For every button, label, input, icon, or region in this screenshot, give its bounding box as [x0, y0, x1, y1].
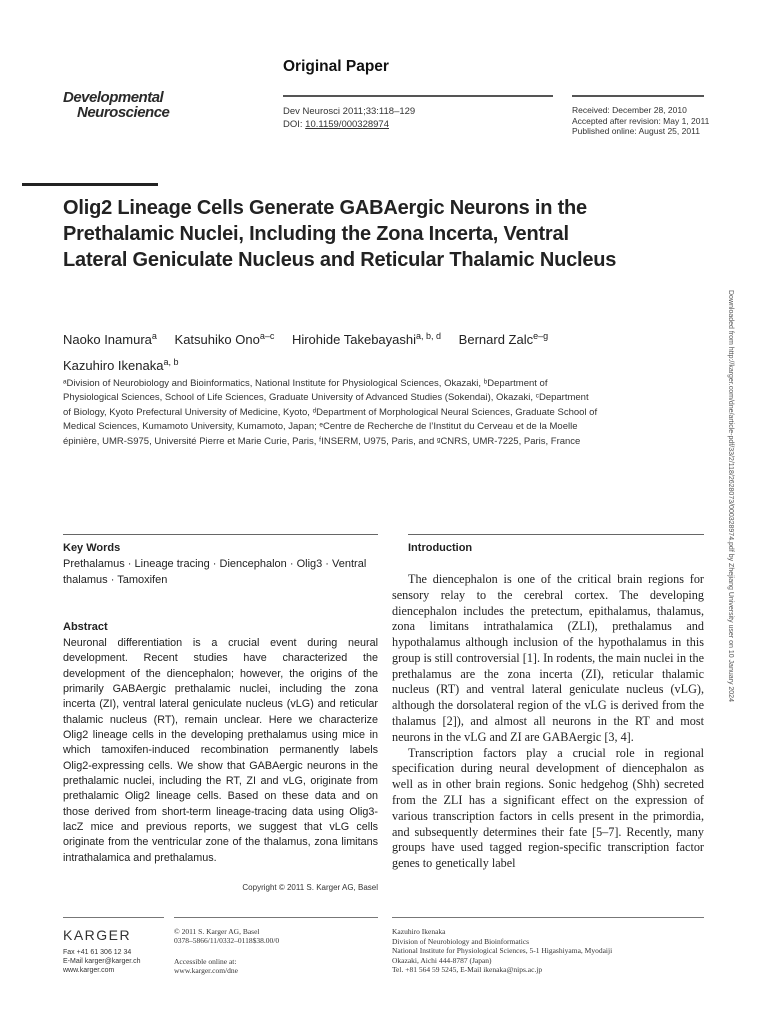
publisher-email[interactable]: E-Mail karger@karger.ch — [63, 958, 141, 965]
publisher-logo: KARGER — [63, 927, 132, 943]
author — [63, 358, 178, 373]
correspondence-line: Division of Neurobiology and Bioinformatics — [392, 936, 530, 946]
author-name: Kazuhiro Ikenaka — [63, 358, 164, 373]
author — [459, 332, 548, 347]
introduction-body — [392, 572, 704, 872]
dates-block — [572, 105, 709, 137]
correspondence-line: National Institute for Physiological Sciences, 5-1 Higashiyama, Myodaiji — [392, 946, 613, 955]
doi-link[interactable]: 10.1159/000328974 — [305, 119, 389, 130]
introduction-paragraph: The diencephalon is one of the critical brain regions for sensory relay to the cerebral cortex. The developing diencephalon includes the pretectum, epithalamus, thalamus, zona limitans intrathalamica (ZLI), prethalamus and hypothalamus although inclusion of the hypothalamus in this group is still controversial [1]. In rodents, the main nuclei in the prethalamus are the zona incerta (ZI), reticular thalamic nucleus (RT) and ventral lateral geniculate nucleus (vLG), although the dorsolateral region of the vLG is derived from the thalamus [2]), and almost all neurons in the RT and most neurons in the vLG and ZI are GABAergic [3, 4]. — [392, 572, 704, 744]
abstract-heading: Abstract — [63, 621, 108, 633]
journal-name-line1: Developmental — [63, 89, 164, 106]
citation-text: Dev Neurosci 2011;33:118–129 — [283, 106, 416, 117]
publisher-website[interactable]: www.karger.com — [63, 967, 115, 974]
journal-logo — [63, 90, 198, 120]
introduction-paragraph: Transcription factors play a crucial role in regional specification during neural development of diencephalon as well as in other brain regions. Sonic hedgehog (Shh) secreted from the ZLI has a significant effect on the expression of various transcription factors in cells present in the primordia, and subsequently determines their fate [5–7]. Recently, many groups have used tagged region-specific transcription factor genes to genetically label — [392, 745, 704, 871]
column-divider — [63, 534, 378, 535]
header-divider — [572, 95, 704, 97]
publisher-fax: Fax +41 61 306 12 34 — [63, 949, 132, 956]
author-affiliation-marker: e–g — [533, 331, 549, 341]
copyright-block — [174, 927, 279, 945]
received-date: Received: December 28, 2010 — [572, 105, 687, 115]
title-rule — [22, 183, 158, 186]
header-divider — [283, 95, 553, 97]
published-date: Published online: August 25, 2011 — [572, 126, 700, 136]
correspondence-contact: Tel. +81 564 59 5245, E-Mail ikenaka@nips.ac.jp — [392, 965, 543, 974]
section-label: Original Paper — [283, 58, 389, 75]
accepted-date: Accepted after revision: May 1, 2011 — [572, 115, 710, 126]
footer-divider — [63, 917, 164, 918]
doi-prefix: DOI: — [283, 119, 306, 130]
access-link[interactable]: www.karger.com/dne — [174, 966, 238, 975]
author-affiliation-marker: a — [151, 331, 157, 341]
introduction-heading: Introduction — [408, 542, 473, 554]
download-note-text: Downloaded from http://karger.com/dne/article-pdf/33/2/118/2628073/000328974.pdf by Zhejiang University user on 10 January 2024 — [727, 290, 734, 702]
footer-divider — [174, 917, 378, 918]
author-affiliation-marker: a–c — [259, 331, 275, 341]
footer-divider — [392, 917, 704, 918]
author-list — [63, 325, 643, 377]
author — [292, 332, 441, 347]
author — [175, 332, 275, 347]
correspondence-line: Okazaki, Aichi 444-8787 (Japan) — [392, 955, 492, 965]
author-name: Hirohide Takebayashi — [291, 332, 417, 347]
column-divider — [408, 534, 704, 535]
key-words-heading: Key Words — [63, 542, 121, 554]
access-label: Accessible online at: — [174, 957, 237, 966]
author-affiliation-marker: a, b, d — [416, 331, 442, 341]
author-name: Naoko Inamura — [63, 332, 152, 347]
author-affiliation-marker: a, b — [163, 357, 179, 367]
abstract-text: Neuronal differentiation is a crucial event during neural development. Recent studies have characterized the development of the diencephalon; however, the origins of the primarily GABAergic prethalamic nuclei, including the zona incerta (ZI), ventral lateral geniculate nucleus (vLG) and reticular thalamic nucleus (RT), remain unclear. Here we characterize Olig2 lineage cells in the developing prethalamus using mice in which tamoxifen-induced recombination permanently labels Olig2-expressing cells. We show that GABAergic neurons in the prethalamic nuclei, including the RT, ZI and vLG, originate from prethalamic Olig2 lineage cells. Based on these data and on those derived from short-term lineage-tracing data using Olig3-lacZ mice and previous reports, we suggest that vLG cells originate from the ventricular zone of the thalamus, zona limitans intrathalamica and prethalamus. — [63, 637, 378, 864]
correspondence-block — [392, 927, 712, 975]
access-block — [174, 957, 238, 975]
download-note — [722, 290, 736, 930]
author-name: Bernard Zalc — [458, 332, 534, 347]
citation-block — [283, 105, 415, 131]
abstract-body — [63, 636, 378, 892]
copyright-line: © 2011 S. Karger AG, Basel — [174, 927, 260, 936]
journal-name-line2: Neuroscience — [77, 104, 170, 121]
publisher-contact — [63, 948, 141, 975]
correspondence-name: Kazuhiro Ikenaka — [392, 927, 446, 936]
author-name: Katsuhiko Ono — [174, 332, 260, 347]
author — [63, 332, 157, 347]
key-words-text: Prethalamus · Lineage tracing · Diencephalon · Olig3 · Ventral thalamus · Tamoxifen — [63, 558, 367, 586]
price-code: 0378–5866/11/0332–0118$38.00/0 — [174, 936, 280, 945]
abstract-copyright: Copyright © 2011 S. Karger AG, Basel — [242, 883, 378, 892]
doi-line — [283, 118, 415, 131]
affiliations: ᵃDivision of Neurobiology and Bioinformatics, National Institute for Physiological Sciences, Okazaki, ᵇDepartment of Physiological Sciences, School of Life Sciences, Graduate University of Advanced Studies (Sokendai), Okazaki, ᶜDepartment of Biology, Kyoto Prefectural University of Medicine, Kyoto, ᵈDepartment of Morphological Neural Sciences, Graduate School of Medical Sciences, Kumamoto University, Kumamoto, Japan; ᵉCentre de Recherche de l’Institut du Cerveau et de la Moelle épinière, UMR-S975, Université Pierre et Marie Curie, Paris, ᶠINSERM, U975, Paris, and ᵍCNRS, UMR-7225, Paris, France — [63, 378, 598, 447]
paper-title: Olig2 Lineage Cells Generate GABAergic Neurons in the Prethalamic Nuclei, Including the Zona Incerta, Ventral Lateral Geniculate Nucleus and Reticular Thalamic Nucleus — [63, 197, 617, 271]
